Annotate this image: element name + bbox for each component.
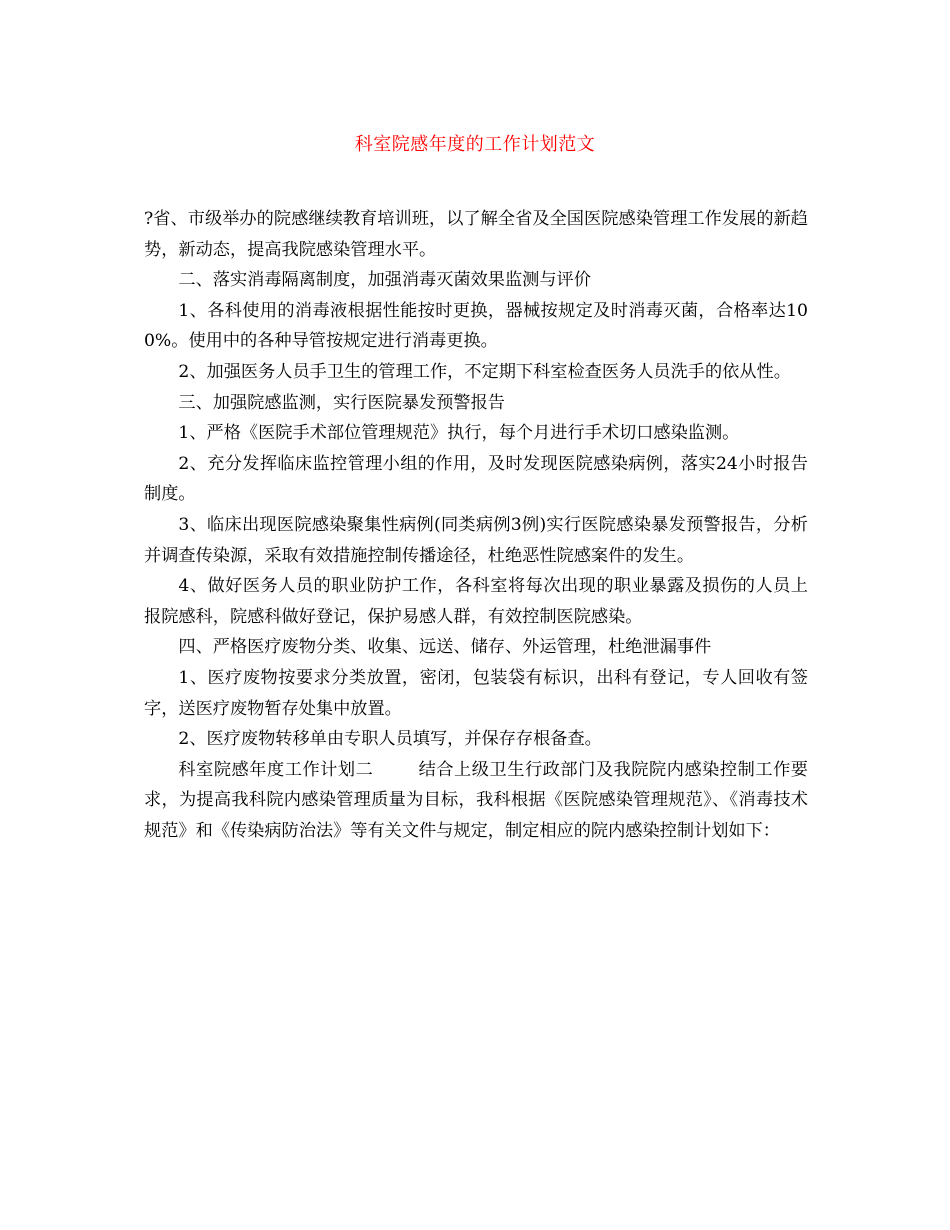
paragraph-hand-hygiene: 2、加强医务人员手卫生的管理工作，不定期下科室检查医务人员洗手的依从性。 (178, 361, 791, 382)
section-heading-disinfection: 二、落实消毒隔离制度，加强消毒灭菌效果监测与评价 (178, 270, 591, 291)
paragraph-plan-two (144, 755, 808, 847)
paragraph-training: ?省、市级举办的院感继续教育培训班，以了解全省及全国医院感染管理工作发展的新趋势，新动态，提高我院感染管理水平。 (144, 209, 808, 260)
paragraph-waste-classification: 1、医疗废物按要求分类放置，密闭，包装袋有标识，出科有登记，专人回收有签字，送医疗废物暂存处集中放置。 (144, 667, 808, 719)
document-title: 科室院感年度的工作计划范文 (354, 134, 596, 155)
paragraph-surgical-site: 1、严格《医院手术部位管理规范》执行，每个月进行手术切口感染监测。 (178, 423, 740, 444)
section-heading-monitoring: 三、加强院感监测，实行医院暴发预警报告 (178, 392, 505, 413)
document-body (144, 204, 808, 846)
plan-two-heading: 科室院感年度工作计划二 (178, 759, 374, 780)
paragraph-waste-transfer: 2、医疗废物转移单由专职人员填写，并保存存根备查。 (178, 729, 602, 750)
plan-two-text: 结合上级卫生行政部门及我院院内感染控制工作要求，为提高我科院内感染管理质量为目标，我科根据《医院感染管理规范》、《消毒技术规范》和《传染病防治法》等有关文件与规定，制定相应的院内感染控制计划如下： (144, 759, 808, 841)
paragraph-outbreak-warning: 3、临床出现医院感染聚集性病例(同类病例3例)实行医院感染暴发预警报告，分析并调查传染源，采取有效措施控制传播途径，杜绝恶性院感案件的发生。 (144, 514, 808, 566)
paragraph-disinfectant: 1、各科使用的消毒液根据性能按时更换，器械按规定及时消毒灭菌，合格率达100%。使用中的各种导管按规定进行消毒更换。 (144, 300, 808, 352)
paragraph-occupational-protection: 4、做好医务人员的职业防护工作，各科室将每次出现的职业暴露及损伤的人员上报院感科，院感科做好登记，保护易感人群，有效控制医院感染。 (144, 576, 808, 627)
section-heading-medical-waste: 四、严格医疗废物分类、收集、远送、储存、外运管理，杜绝泄漏事件 (178, 637, 712, 658)
paragraph-clinical-monitoring: 2、充分发挥临床监控管理小组的作用，及时发现医院感染病例，落实24小时报告制度。 (144, 453, 808, 505)
